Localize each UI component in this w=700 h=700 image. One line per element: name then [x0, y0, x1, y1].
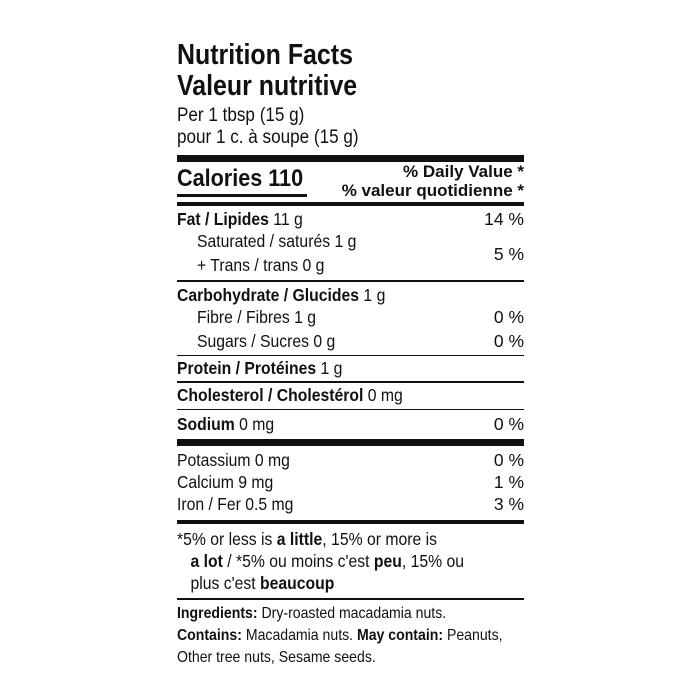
cholesterol-row: [177, 384, 524, 406]
divider-thick: [177, 439, 524, 446]
contains-text: Macadamia nuts.: [241, 626, 357, 644]
serving-size-english: Per 1 tbsp (15 g): [177, 105, 305, 126]
may-contain-text: Peanuts,: [443, 626, 503, 644]
daily-value-header-english: % Daily Value *: [403, 162, 524, 181]
ingredients-label: Ingredients:: [177, 604, 258, 622]
title-french: Valeur nutritive: [177, 70, 358, 102]
fibre-row: [177, 306, 524, 328]
carbohydrate-label: Carbohydrate / Glucides: [177, 284, 360, 305]
fibre-label: Fibre / Fibres 1 g: [197, 306, 317, 327]
fat-daily-value: 14 %: [484, 209, 524, 229]
may-contain-label: May contain:: [356, 626, 444, 644]
iron-label: Iron / Fer 0.5 mg: [177, 494, 294, 514]
fibre-daily-value: 0 %: [493, 306, 524, 327]
potassium-daily-value: 0 %: [493, 450, 524, 470]
contains-label: Contains:: [177, 626, 242, 644]
saturated-trans-daily-value: 5 %: [493, 244, 524, 264]
calories-underline: [177, 194, 307, 197]
divider-thin: [177, 409, 524, 411]
calcium-label: Calcium 9 mg: [177, 472, 274, 492]
cholesterol-label: Cholesterol / Cholestérol: [177, 384, 364, 405]
iron-row: [177, 493, 524, 515]
may-contain-line-2: Other tree nuts, Sesame seeds.: [177, 648, 376, 666]
cholesterol-amount: 0 mg: [363, 384, 403, 405]
divider-medium: [177, 202, 524, 206]
divider-medium: [177, 520, 524, 524]
ingredients-block: [177, 603, 524, 669]
sodium-label: Sodium: [177, 414, 235, 434]
sugars-row: [177, 330, 524, 352]
protein-row: [177, 357, 524, 379]
ingredients-line: [177, 603, 482, 625]
contains-line: [177, 625, 503, 647]
fat-row: [177, 208, 524, 230]
potassium-label: Potassium 0 mg: [177, 450, 290, 470]
daily-value-header: [342, 162, 524, 200]
trans-row: [177, 244, 524, 276]
footnote-line-1: *5% or less is a little, 15% or more is: [177, 529, 437, 549]
daily-value-footnote: [177, 528, 524, 594]
carbohydrate-amount: 1 g: [359, 284, 386, 305]
fat-amount: 11 g: [268, 209, 303, 229]
carbohydrate-row: [177, 284, 524, 306]
sodium-amount: 0 mg: [234, 414, 275, 434]
divider-thin: [177, 280, 524, 282]
calories-row: [177, 162, 524, 202]
footnote-line-2: a lot / *5% ou moins c'est peu, 15% ou: [190, 551, 465, 571]
trans-label: + Trans / trans 0 g: [197, 255, 325, 275]
sugars-daily-value: 0 %: [493, 330, 524, 351]
sodium-row: [177, 413, 524, 435]
footnote-star: *: [177, 529, 184, 549]
ingredients-text: Dry-roasted macadamia nuts.: [257, 604, 447, 622]
serving-size-french: pour 1 c. à soupe (15 g): [177, 127, 359, 148]
sodium-daily-value: 0 %: [493, 414, 524, 434]
saturated-label: Saturated / saturés 1 g: [197, 231, 357, 251]
calories-label: Calories 110: [177, 165, 304, 192]
daily-value-header-french: % valeur quotidienne *: [341, 181, 524, 200]
saturated-row: [177, 230, 524, 252]
divider-thick: [177, 155, 524, 162]
potassium-row: [177, 449, 524, 471]
iron-daily-value: 3 %: [493, 494, 524, 514]
nutrition-facts-panel: [177, 40, 524, 669]
divider-thin: [177, 598, 524, 600]
footnote-line-3: plus c'est beaucoup: [190, 573, 335, 593]
divider-thin: [177, 355, 524, 357]
title-english: Nutrition Facts: [177, 39, 353, 71]
calcium-daily-value: 1 %: [493, 472, 524, 492]
sugars-label: Sugars / Sucres 0 g: [197, 330, 336, 351]
protein-label: Protein / Protéines: [177, 358, 317, 378]
protein-amount: 1 g: [316, 358, 343, 378]
divider-thin: [177, 381, 524, 383]
fat-label: Fat / Lipides: [177, 209, 269, 229]
calcium-row: [177, 471, 524, 493]
